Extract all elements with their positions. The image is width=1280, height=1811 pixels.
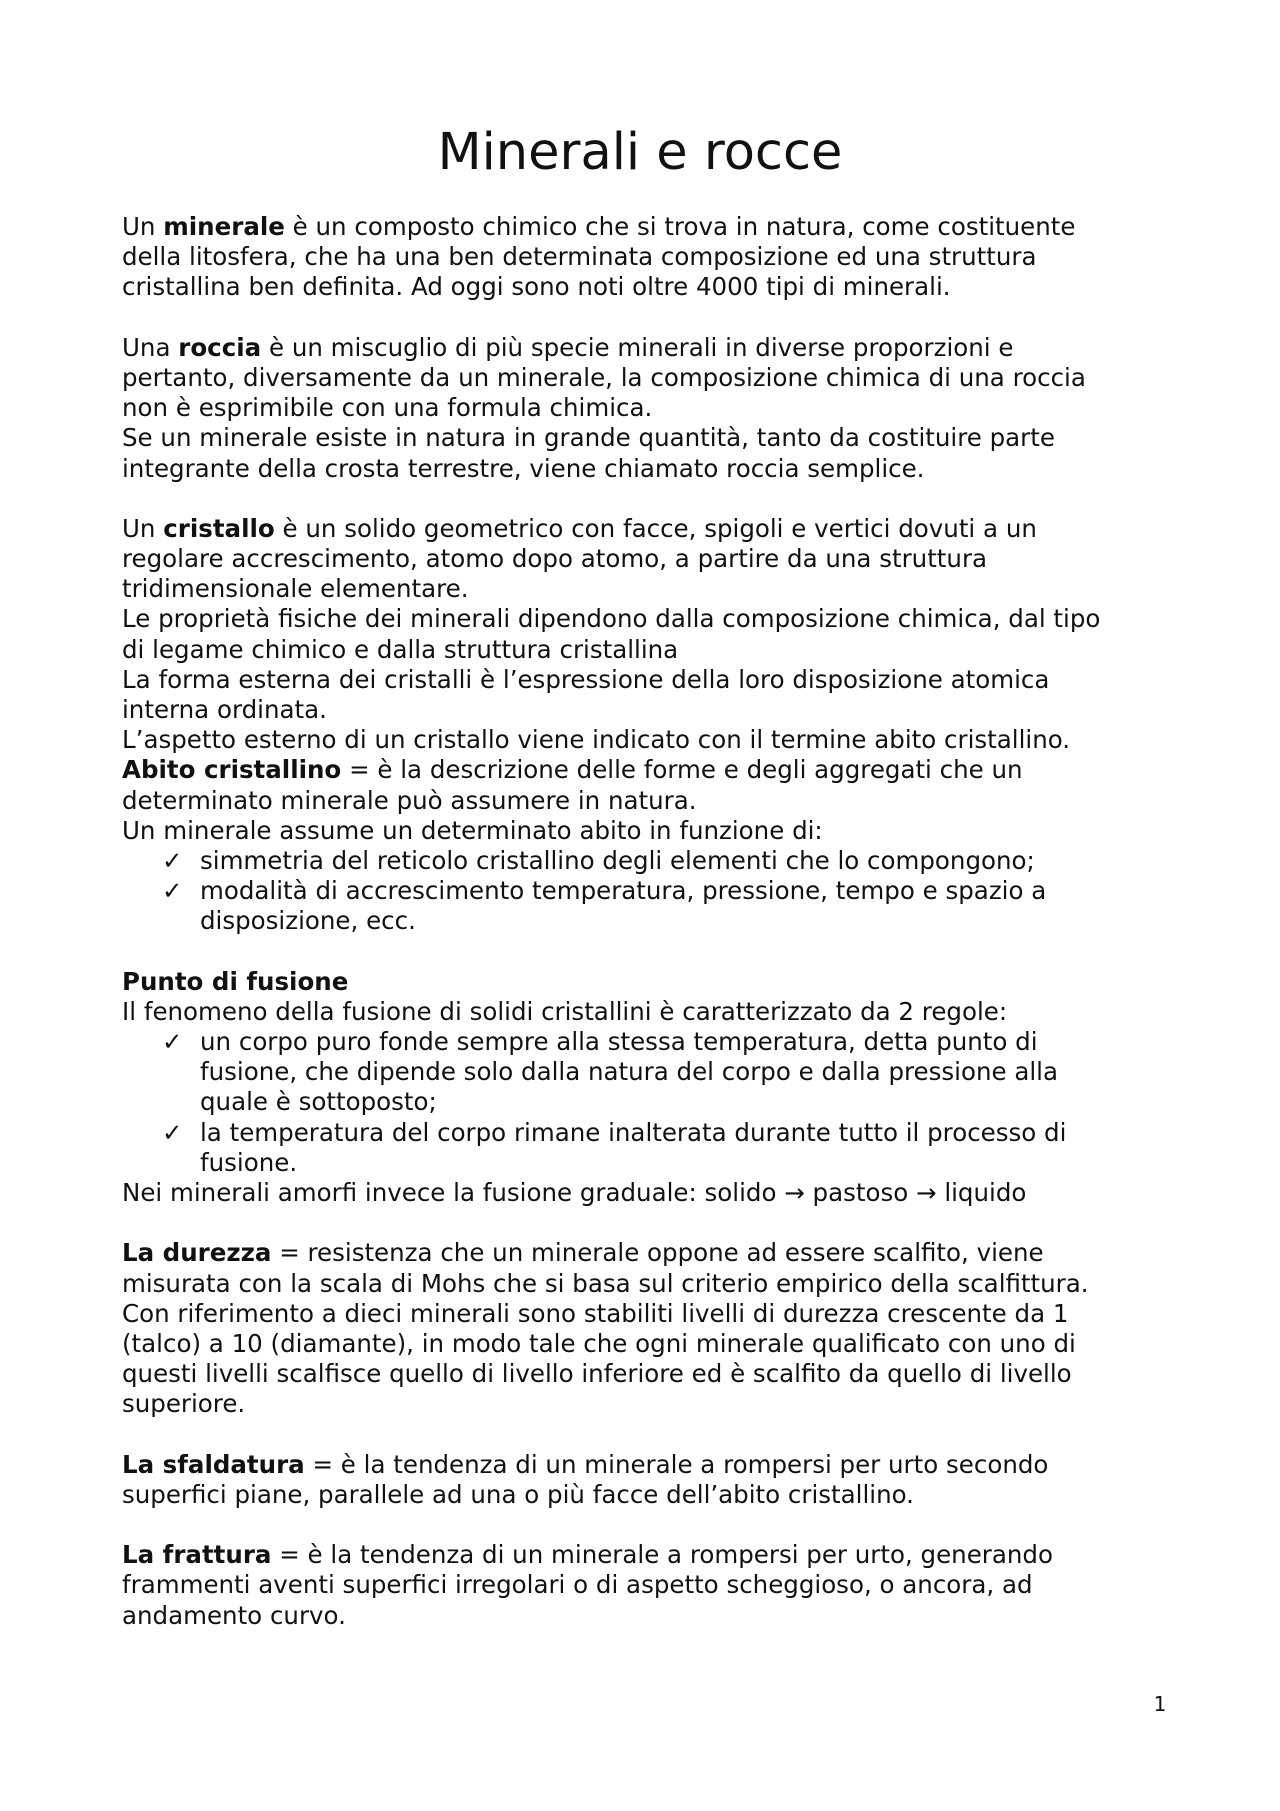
text-line: andamento curvo. bbox=[122, 1600, 346, 1630]
text-line: Le proprietà fisiche dei minerali dipendono dalla composizione chimica, dal tipo bbox=[122, 604, 1101, 634]
text-line: determinato minerale può assumere in natura. bbox=[122, 785, 697, 815]
paragraph-gap bbox=[122, 1208, 1182, 1238]
text-line: misurata con la scala di Mohs che si basa sul criterio empirico della scalfittura. bbox=[122, 1268, 1089, 1298]
bold-term: cristallo bbox=[163, 513, 275, 543]
list-item-text: un corpo puro fonde sempre alla stessa temperatura, detta punto di bbox=[200, 1027, 1038, 1057]
page-number: 1 bbox=[1153, 1692, 1167, 1716]
text-line bbox=[122, 755, 1182, 785]
paragraph-minerale bbox=[122, 212, 1182, 303]
paragraph-roccia bbox=[122, 333, 1182, 484]
text-run: è un composto chimico che si trova in natura, come costituente bbox=[284, 212, 1076, 241]
text-line: L’aspetto esterno di un cristallo viene indicato con il termine abito cristallino. bbox=[122, 725, 1071, 755]
paragraph-durezza bbox=[122, 1238, 1182, 1419]
text-run: = resistenza che un minerale oppone ad essere scalfito, viene bbox=[271, 1238, 1044, 1268]
list-item-text: simmetria del reticolo cristallino degli elementi che lo compongono; bbox=[200, 845, 1035, 875]
paragraph-sfaldatura bbox=[122, 1450, 1182, 1510]
list-item bbox=[122, 876, 1182, 906]
text-line: superfici piane, parallele ad una o più facce dell’abito cristallino. bbox=[122, 1479, 914, 1509]
text-line: Il fenomeno della fusione di solidi cristallini è caratterizzato da 2 regole: bbox=[122, 996, 1008, 1026]
text-line: Nei minerali amorfi invece la fusione graduale: solido → pastoso → liquido bbox=[122, 1178, 1027, 1207]
list-item-continuation: disposizione, ecc. bbox=[200, 906, 416, 936]
text-line: La forma esterna dei cristalli è l’espressione della loro disposizione atomica bbox=[122, 664, 1050, 694]
document-body bbox=[122, 212, 1182, 1631]
paragraph-gap bbox=[122, 1420, 1182, 1450]
text-line: pertanto, diversamente da un minerale, la composizione chimica di una roccia bbox=[122, 362, 1086, 392]
list-item bbox=[122, 846, 1182, 876]
bold-term: Abito cristallino bbox=[122, 755, 342, 785]
text-run: = è la tendenza di un minerale a rompersi per urto secondo bbox=[304, 1449, 1049, 1479]
checkmark-icon: ✓ bbox=[162, 845, 183, 875]
text-line bbox=[122, 514, 1182, 544]
bold-term: roccia bbox=[178, 332, 262, 362]
list-item-continuation: quale è sottoposto; bbox=[200, 1087, 437, 1117]
checkmark-icon: ✓ bbox=[162, 876, 183, 906]
text-line bbox=[122, 1450, 1182, 1480]
text-run: Una bbox=[122, 332, 179, 362]
section-heading: Punto di fusione bbox=[122, 966, 349, 996]
text-line: integrante della crosta terrestre, viene chiamato roccia semplice. bbox=[122, 453, 925, 483]
list-item-text: la temperatura del corpo rimane inalterata durante tutto il processo di bbox=[200, 1117, 1067, 1147]
text-line: (talco) a 10 (diamante), in modo tale che ogni minerale qualificato con uno di bbox=[122, 1328, 1076, 1358]
text-line bbox=[122, 212, 1182, 242]
text-run: è un solido geometrico con facce, spigoli e vertici dovuti a un bbox=[274, 513, 1037, 543]
list-item-continuation: fusione, che dipende solo dalla natura del corpo e dalla pressione alla bbox=[200, 1057, 1058, 1087]
text-line bbox=[122, 1540, 1182, 1570]
text-line: questi livelli scalfisce quello di livello inferiore ed è scalfito da quello di livello bbox=[122, 1359, 1072, 1389]
text-line: superiore. bbox=[122, 1389, 246, 1419]
text-line: Un minerale assume un determinato abito in funzione di: bbox=[122, 815, 823, 845]
text-run: Un bbox=[122, 212, 164, 241]
paragraph-cristallo bbox=[122, 514, 1182, 937]
text-line: regolare accrescimento, atomo dopo atomo, a partire da una struttura bbox=[122, 544, 988, 574]
paragraph-gap bbox=[122, 937, 1182, 967]
text-line: Se un minerale esiste in natura in grande quantità, tanto da costituire parte bbox=[122, 423, 1055, 453]
list-item-text: modalità di accrescimento temperatura, pressione, tempo e spazio a bbox=[200, 876, 1047, 906]
section-punto-di-fusione bbox=[122, 967, 1182, 1209]
text-line bbox=[122, 1238, 1182, 1268]
checkmark-icon: ✓ bbox=[162, 1027, 183, 1057]
list-item bbox=[122, 1118, 1182, 1148]
bold-term: La frattura bbox=[122, 1540, 272, 1570]
text-line: non è esprimibile con una formula chimica. bbox=[122, 393, 653, 423]
text-line: tridimensionale elementare. bbox=[122, 574, 469, 604]
paragraph-gap bbox=[122, 484, 1182, 514]
checkmark-icon: ✓ bbox=[162, 1117, 183, 1147]
paragraph-gap bbox=[122, 1510, 1182, 1540]
text-line: frammenti aventi superfici irregolari o di aspetto scheggioso, o ancora, ad bbox=[122, 1570, 1033, 1600]
paragraph-frattura bbox=[122, 1540, 1182, 1631]
bold-term: La durezza bbox=[122, 1238, 272, 1268]
paragraph-gap bbox=[122, 303, 1182, 333]
text-line bbox=[122, 333, 1182, 363]
list-item bbox=[122, 1027, 1182, 1057]
text-run: è un miscuglio di più specie minerali in diverse proporzioni e bbox=[261, 332, 1014, 362]
text-run: = è la descrizione delle forme e degli aggregati che un bbox=[341, 755, 1023, 785]
page-title: Minerali e rocce bbox=[437, 123, 843, 182]
list-item-continuation: fusione. bbox=[200, 1147, 298, 1177]
text-line: cristallina ben definita. Ad oggi sono noti oltre 4000 tipi di minerali. bbox=[122, 272, 951, 302]
text-run: Un bbox=[122, 513, 164, 543]
text-line: della litosfera, che ha una ben determinata composizione ed una struttura bbox=[122, 242, 1037, 272]
bold-term: minerale bbox=[163, 212, 285, 241]
text-line: interna ordinata. bbox=[122, 695, 327, 724]
bold-term: La sfaldatura bbox=[122, 1449, 305, 1479]
text-run: = è la tendenza di un minerale a rompersi per urto, generando bbox=[271, 1540, 1053, 1570]
text-line: Con riferimento a dieci minerali sono stabiliti livelli di durezza crescente da 1 bbox=[122, 1298, 1069, 1328]
text-line: di legame chimico e dalla struttura cristallina bbox=[122, 634, 679, 664]
